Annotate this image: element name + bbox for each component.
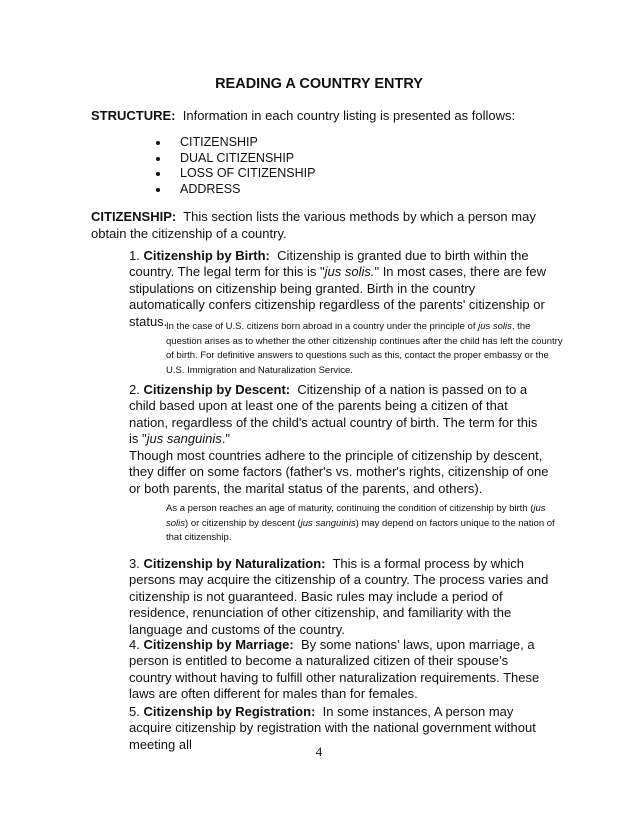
birth-note: [166, 320, 566, 378]
descent-section: [129, 382, 549, 448]
structure-label: STRUCTURE:: [91, 108, 176, 123]
registration-heading: Citizenship by Registration:: [143, 704, 316, 719]
birth-note-a: In the case of U.S. citizens born abroad in a country under the principle of: [166, 321, 479, 332]
page-number: 4: [315, 744, 323, 759]
naturalization-text: This is a formal process by which persons may acquire the citizenship of a country. The process varies and citizenship is not guaranteed. Basic rules may include a period of residence, renunciation of other citizenship, and familiarity with the language and customs of the country.: [129, 556, 549, 637]
structure-list: [152, 135, 315, 197]
descent-note-term-2: jus sanguinis: [300, 517, 356, 529]
descent-text-a: Citizenship of a nation is passed on to a child based upon at least one of the parents being a citizen of that nation, regardless of the child's actual country of birth. The term for this is ": [129, 382, 538, 447]
descent-note-b: ) or citizenship by descent (: [185, 517, 301, 529]
naturalization-section: [129, 556, 549, 638]
descent-text-b: .": [221, 431, 231, 447]
marriage-number: 4.: [129, 637, 140, 652]
descent-note-c: ) may depend on factors unique to the nation of that citizenship.: [166, 517, 555, 544]
page-title: READING A COUNTRY ENTRY: [215, 76, 423, 92]
birth-text-a: Citizenship is granted due to birth within the country. The legal term for this is ": [129, 248, 529, 280]
descent-number: 2.: [129, 382, 140, 397]
marriage-text: By some nations’ laws, upon marriage, a person is entitled to become a naturalized citizen of their spouse’s country without having to fulfill other naturalization requirements. These laws are often different for males than for females.: [129, 637, 540, 702]
descent-note-a: As a person reaches an age of maturity, continuing the condition of citizenship by birth (: [166, 503, 534, 514]
descent-heading: Citizenship by Descent:: [143, 382, 291, 397]
registration-number: 5.: [129, 704, 140, 719]
registration-text: In some instances, A person may acquire citizenship by registration with the national government without meeting all: [129, 704, 536, 752]
descent-note-term-1: jus solis: [166, 503, 546, 529]
citizenship-text: This section lists the various methods by which a person may obtain the citizenship of a country.: [91, 209, 536, 241]
birth-note-term: jus solis: [478, 321, 512, 332]
birth-note-b: , the question arises as to whether the other citizenship continues after the child has left the country of birth. For definitive answers to questions such as this, contact the proper embassy or the U.S. Immigration and Naturalization Service.: [166, 321, 563, 376]
birth-heading: Citizenship by Birth:: [143, 248, 270, 263]
birth-term: jus solis.: [324, 264, 375, 280]
naturalization-heading: Citizenship by Naturalization:: [143, 556, 326, 571]
birth-number: 1.: [129, 248, 140, 263]
birth-text-b: " In most cases, there are few stipulations on citizenship being granted. Birth in the country automatically confers citizenship regardless of the parents' citizenship or status.: [129, 264, 546, 329]
marriage-heading: Citizenship by Marriage:: [143, 637, 294, 652]
structure-paragraph: [91, 107, 561, 124]
citizenship-paragraph: [91, 208, 541, 242]
structure-text: Information in each country listing is presented as follows:: [182, 108, 516, 123]
list-item: ADDRESS: [152, 182, 315, 198]
birth-section: [129, 248, 549, 330]
descent-paragraph-2: Though most countries adhere to the principle of citizenship by descent, they differ on some factors (father's vs. mother's rights, citizenship of one or both parents, the marital status of the parents, and others).: [129, 448, 549, 496]
descent-note: [166, 502, 566, 546]
descent-term: jus sanguinis: [146, 431, 222, 447]
list-item: LOSS OF CITIZENSHIP: [152, 166, 315, 182]
list-item: DUAL CITIZENSHIP: [152, 151, 315, 167]
marriage-section: [129, 637, 549, 703]
citizenship-label: CITIZENSHIP:: [91, 209, 177, 224]
naturalization-number: 3.: [129, 556, 140, 571]
list-item: CITIZENSHIP: [152, 135, 315, 151]
